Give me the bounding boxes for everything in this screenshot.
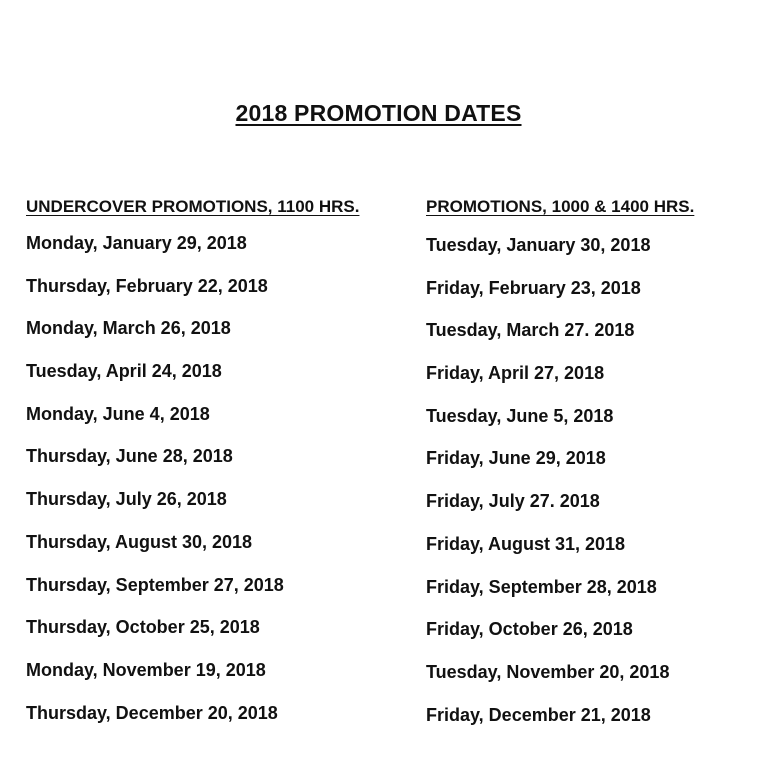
date-item: Friday, October 26, 2018 (426, 619, 633, 640)
date-item: Friday, July 27. 2018 (426, 491, 600, 512)
undercover-promotions-header: UNDERCOVER PROMOTIONS, 1100 HRS. (26, 197, 360, 216)
date-item: Friday, September 28, 2018 (426, 576, 657, 597)
promotions-column (426, 193, 746, 743)
date-item: Thursday, July 26, 2018 (26, 489, 227, 510)
date-item: Friday, February 23, 2018 (426, 277, 641, 298)
date-item: Tuesday, January 30, 2018 (426, 235, 651, 255)
date-item: Thursday, September 27, 2018 (26, 574, 284, 595)
date-item: Tuesday, April 24, 2018 (26, 361, 222, 382)
date-item: Friday, June 29, 2018 (426, 448, 606, 469)
date-item: Tuesday, June 5, 2018 (426, 405, 614, 426)
date-item: Friday, April 27, 2018 (426, 363, 605, 384)
promotions-header: PROMOTIONS, 1000 & 1400 HRS. (426, 197, 695, 216)
date-item: Thursday, June 28, 2018 (26, 446, 233, 467)
date-item: Monday, November 19, 2018 (26, 659, 266, 680)
date-item: Tuesday, March 27. 2018 (426, 320, 635, 341)
undercover-promotions-date-list (26, 229, 406, 741)
date-item: Thursday, December 20, 2018 (26, 702, 278, 723)
undercover-promotions-column (26, 193, 406, 741)
date-item: Thursday, October 25, 2018 (26, 617, 260, 638)
date-item: Friday, August 31, 2018 (426, 533, 626, 554)
date-item: Monday, March 26, 2018 (26, 318, 231, 339)
date-item: Friday, December 21, 2018 (426, 704, 651, 725)
date-item: Tuesday, November 20, 2018 (426, 661, 670, 682)
date-item: Thursday, February 22, 2018 (26, 275, 268, 296)
document-title: 2018 PROMOTION DATES (235, 100, 522, 126)
date-item: Monday, January 29, 2018 (26, 233, 247, 253)
promotions-date-list (426, 231, 746, 743)
date-item: Thursday, August 30, 2018 (26, 531, 253, 552)
date-item: Monday, June 4, 2018 (26, 403, 210, 424)
